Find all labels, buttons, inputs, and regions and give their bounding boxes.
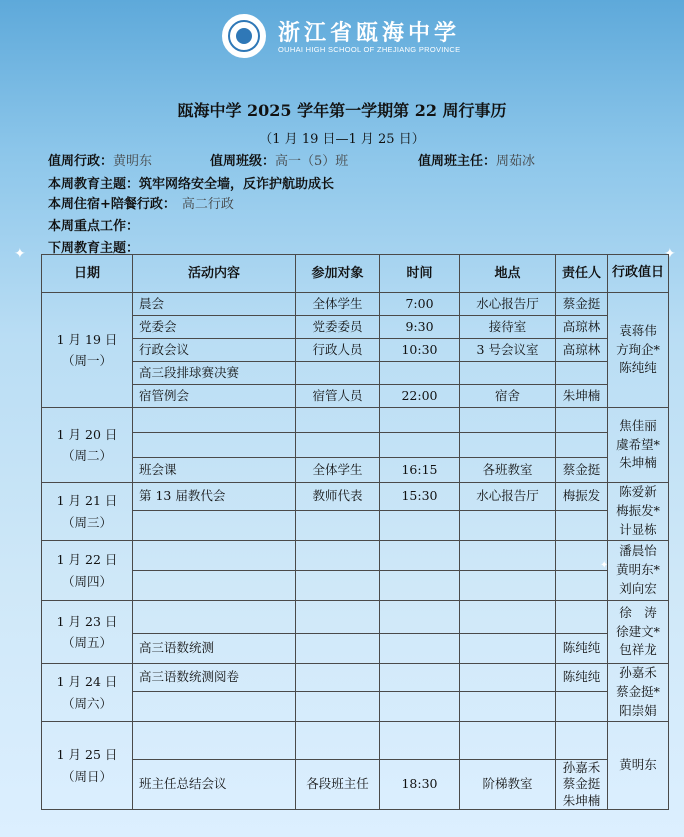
sparkle-icon: ✦ bbox=[664, 246, 676, 262]
owner-cell: 梅振发 bbox=[556, 483, 608, 511]
time-cell: 15:30 bbox=[380, 483, 460, 511]
sparkle-icon: ✦ bbox=[14, 246, 26, 262]
participants-cell bbox=[296, 408, 380, 433]
activity-cell: 晨会 bbox=[133, 293, 296, 316]
day-weekday: （周一） bbox=[61, 353, 112, 368]
duty-officer: 虞希望* bbox=[616, 436, 660, 452]
place-cell: 3 号会议室 bbox=[460, 339, 556, 362]
time-cell: 7:00 bbox=[380, 293, 460, 316]
activity-cell: 第 13 届教代会 bbox=[133, 483, 296, 511]
table-row bbox=[42, 362, 669, 385]
place-cell bbox=[460, 692, 556, 722]
place-cell: 阶梯教室 bbox=[460, 760, 556, 810]
table-row bbox=[42, 722, 669, 760]
day-date-cell bbox=[42, 541, 133, 601]
header-place: 地点 bbox=[460, 255, 556, 293]
owner-cell: 朱坤楠 bbox=[556, 385, 608, 408]
participants-cell bbox=[296, 634, 380, 664]
owner-cell: 高琼林 bbox=[556, 316, 608, 339]
page-title: 瓯海中学 2025 学年第一学期第 22 周行事历 bbox=[177, 101, 507, 120]
day-date: 1 月 23 日 bbox=[56, 613, 118, 629]
table-row bbox=[42, 601, 669, 634]
day-date-cell bbox=[42, 408, 133, 483]
time-cell bbox=[380, 571, 460, 601]
place-cell: 宿舍 bbox=[460, 385, 556, 408]
table-row bbox=[42, 316, 669, 339]
time-cell: 18:30 bbox=[380, 760, 460, 810]
duty-officer: 蔡金挺* bbox=[616, 684, 660, 700]
place-cell bbox=[460, 433, 556, 458]
day-weekday: （周五） bbox=[61, 635, 112, 650]
duty-officer: 计显栋 bbox=[619, 521, 657, 537]
owner-cell bbox=[556, 601, 608, 634]
duty-officer: 潘晨怡 bbox=[619, 543, 657, 559]
activity-cell: 宿管例会 bbox=[133, 385, 296, 408]
duty-teacher-row bbox=[418, 150, 535, 169]
table-row bbox=[42, 664, 669, 692]
owner-cell bbox=[556, 541, 608, 571]
duty-officers-cell bbox=[608, 483, 669, 541]
duty-officer: 焦佳丽 bbox=[619, 417, 657, 433]
place-cell bbox=[460, 634, 556, 664]
activity-cell: 党委会 bbox=[133, 316, 296, 339]
time-cell bbox=[380, 634, 460, 664]
class-value: 高一（5）班 bbox=[275, 154, 349, 169]
duty-officers-cell bbox=[608, 541, 669, 601]
school-logo-icon bbox=[222, 14, 266, 58]
sparkle-icon: ✦ bbox=[600, 560, 609, 571]
boarding-row bbox=[48, 193, 234, 212]
duty-officers-cell bbox=[608, 601, 669, 664]
activity-cell bbox=[133, 722, 296, 760]
header-participants: 参加对象 bbox=[296, 255, 380, 293]
participants-cell: 行政人员 bbox=[296, 339, 380, 362]
admin-label: 值周行政： bbox=[48, 154, 114, 169]
participants-cell bbox=[296, 601, 380, 634]
owner-cell: 蔡金挺 bbox=[556, 458, 608, 483]
owner-cell bbox=[556, 408, 608, 433]
time-cell bbox=[380, 692, 460, 722]
duty-officer: 陈纯纯 bbox=[619, 360, 657, 376]
duty-officer: 朱坤楠 bbox=[619, 455, 657, 471]
time-cell bbox=[380, 511, 460, 541]
duty-officer: 梅振发* bbox=[616, 503, 660, 519]
place-cell bbox=[460, 511, 556, 541]
school-name-en: OUHAI HIGH SCHOOL OF ZHEJIANG PROVINCE bbox=[278, 45, 461, 54]
table-row bbox=[42, 408, 669, 433]
theme-value: 筑牢网络安全墙，反诈护航助成长 bbox=[139, 177, 335, 192]
place-cell bbox=[460, 601, 556, 634]
participants-cell bbox=[296, 433, 380, 458]
participants-cell bbox=[296, 722, 380, 760]
participants-cell bbox=[296, 692, 380, 722]
participants-cell bbox=[296, 511, 380, 541]
time-cell bbox=[380, 408, 460, 433]
participants-cell: 教师代表 bbox=[296, 483, 380, 511]
next-theme-label: 下周教育主题： bbox=[48, 241, 140, 256]
date-range: （1 月 19 日—1 月 25 日） bbox=[259, 132, 425, 147]
header-owner: 责任人 bbox=[556, 255, 608, 293]
duty-officers-cell bbox=[608, 293, 669, 408]
table-row bbox=[42, 458, 669, 483]
day-date: 1 月 24 日 bbox=[56, 674, 118, 690]
duty-officer: 方珣企* bbox=[616, 341, 660, 357]
duty-officer: 黄明东* bbox=[616, 562, 660, 578]
duty-officer: 徐 涛 bbox=[619, 604, 657, 620]
day-date-cell bbox=[42, 293, 133, 408]
owner-cell bbox=[556, 571, 608, 601]
activity-cell: 行政会议 bbox=[133, 339, 296, 362]
day-date-cell bbox=[42, 601, 133, 664]
activity-cell: 高三段排球赛决赛 bbox=[133, 362, 296, 385]
table-row bbox=[42, 760, 669, 810]
duty-officer: 陈爱新 bbox=[619, 484, 657, 500]
duty-officer: 黄明东 bbox=[619, 757, 657, 773]
day-date: 1 月 21 日 bbox=[56, 493, 118, 509]
participants-cell bbox=[296, 571, 380, 601]
place-cell bbox=[460, 362, 556, 385]
day-date-cell bbox=[42, 664, 133, 722]
table-row bbox=[42, 483, 669, 511]
duty-officers-cell bbox=[608, 408, 669, 483]
place-cell bbox=[460, 541, 556, 571]
header-activity: 活动内容 bbox=[133, 255, 296, 293]
time-cell: 22:00 bbox=[380, 385, 460, 408]
table-row bbox=[42, 692, 669, 722]
table-row bbox=[42, 634, 669, 664]
owner-cell: 陈纯纯 bbox=[556, 664, 608, 692]
owner-cell: 孙嘉禾 蔡金挺 朱坤楠 bbox=[556, 760, 608, 810]
key-work-label: 本周重点工作： bbox=[48, 219, 140, 234]
duty-info-row bbox=[48, 150, 152, 169]
participants-cell: 全体学生 bbox=[296, 293, 380, 316]
place-cell: 水心报告厅 bbox=[460, 293, 556, 316]
table-row bbox=[42, 293, 669, 316]
owner-cell bbox=[556, 722, 608, 760]
table-row bbox=[42, 433, 669, 458]
day-weekday: （周三） bbox=[61, 514, 112, 530]
time-cell: 16:15 bbox=[380, 458, 460, 483]
table-row bbox=[42, 339, 669, 362]
header-date: 日期 bbox=[42, 255, 133, 293]
day-weekday: （周二） bbox=[61, 448, 112, 463]
table-row bbox=[42, 571, 669, 601]
teacher-value: 周茹冰 bbox=[496, 154, 536, 169]
participants-cell bbox=[296, 541, 380, 571]
place-cell bbox=[460, 571, 556, 601]
place-cell bbox=[460, 408, 556, 433]
owner-cell bbox=[556, 362, 608, 385]
day-date: 1 月 25 日 bbox=[56, 747, 118, 763]
day-date-cell bbox=[42, 722, 133, 810]
activity-cell bbox=[133, 541, 296, 571]
participants-cell: 宿管人员 bbox=[296, 385, 380, 408]
participants-cell bbox=[296, 664, 380, 692]
table-header-row bbox=[42, 255, 669, 293]
duty-class-row bbox=[210, 150, 348, 169]
day-date: 1 月 22 日 bbox=[56, 552, 118, 568]
day-date: 1 月 20 日 bbox=[56, 426, 118, 442]
activity-cell bbox=[133, 433, 296, 458]
activity-cell: 班会课 bbox=[133, 458, 296, 483]
duty-officer: 孙嘉禾 bbox=[619, 665, 657, 681]
place-cell: 接待室 bbox=[460, 316, 556, 339]
theme-label: 本周教育主题： bbox=[48, 177, 140, 192]
place-cell: 水心报告厅 bbox=[460, 483, 556, 511]
place-cell bbox=[460, 722, 556, 760]
time-cell: 9:30 bbox=[380, 316, 460, 339]
owner-cell: 陈纯纯 bbox=[556, 634, 608, 664]
owner-cell: 高琼林 bbox=[556, 339, 608, 362]
duty-officer: 刘向宏 bbox=[619, 580, 657, 596]
activity-cell bbox=[133, 571, 296, 601]
time-cell bbox=[380, 601, 460, 634]
day-weekday: （周六） bbox=[61, 695, 112, 711]
duty-officers-cell bbox=[608, 664, 669, 722]
class-label: 值周班级： bbox=[210, 154, 276, 169]
schedule-table bbox=[41, 254, 669, 810]
participants-cell bbox=[296, 362, 380, 385]
header-time: 时间 bbox=[380, 255, 460, 293]
owner-cell bbox=[556, 433, 608, 458]
activity-cell: 高三语数统测阅卷 bbox=[133, 664, 296, 692]
participants-cell: 全体学生 bbox=[296, 458, 380, 483]
day-date-cell bbox=[42, 483, 133, 541]
activity-cell bbox=[133, 601, 296, 634]
theme-row bbox=[48, 173, 334, 192]
day-weekday: （周四） bbox=[61, 573, 112, 589]
activity-cell: 高三语数统测 bbox=[133, 634, 296, 664]
duty-officers-cell bbox=[608, 722, 669, 810]
school-name-cn: 浙江省瓯海中学 bbox=[278, 20, 461, 46]
school-header bbox=[222, 14, 482, 60]
key-work-row bbox=[48, 215, 139, 234]
header-duty: 行政值日 bbox=[608, 255, 669, 293]
activity-cell bbox=[133, 511, 296, 541]
boarding-label: 本周住宿+陪餐行政： bbox=[48, 197, 176, 212]
activity-cell bbox=[133, 408, 296, 433]
time-cell bbox=[380, 433, 460, 458]
owner-cell bbox=[556, 692, 608, 722]
admin-value: 黄明东 bbox=[113, 154, 153, 169]
table-row bbox=[42, 511, 669, 541]
participants-cell: 各段班主任 bbox=[296, 760, 380, 810]
place-cell: 各班教室 bbox=[460, 458, 556, 483]
teacher-label: 值周班主任： bbox=[418, 154, 497, 169]
time-cell bbox=[380, 541, 460, 571]
boarding-value: 高二行政 bbox=[181, 197, 234, 212]
duty-officer: 徐建文* bbox=[616, 623, 660, 639]
place-cell bbox=[460, 664, 556, 692]
owner-cell bbox=[556, 511, 608, 541]
day-date: 1 月 19 日 bbox=[56, 331, 118, 347]
time-cell bbox=[380, 664, 460, 692]
day-weekday: （周日） bbox=[61, 768, 112, 784]
duty-officer: 阳崇娟 bbox=[619, 702, 657, 718]
participants-cell: 党委委员 bbox=[296, 316, 380, 339]
duty-officer: 包祥龙 bbox=[619, 642, 657, 658]
duty-officer: 袁蒋伟 bbox=[619, 322, 657, 338]
time-cell: 10:30 bbox=[380, 339, 460, 362]
activity-cell bbox=[133, 692, 296, 722]
activity-cell: 班主任总结会议 bbox=[133, 760, 296, 810]
time-cell bbox=[380, 362, 460, 385]
time-cell bbox=[380, 722, 460, 760]
table-row bbox=[42, 385, 669, 408]
owner-cell: 蔡金挺 bbox=[556, 293, 608, 316]
table-row bbox=[42, 541, 669, 571]
